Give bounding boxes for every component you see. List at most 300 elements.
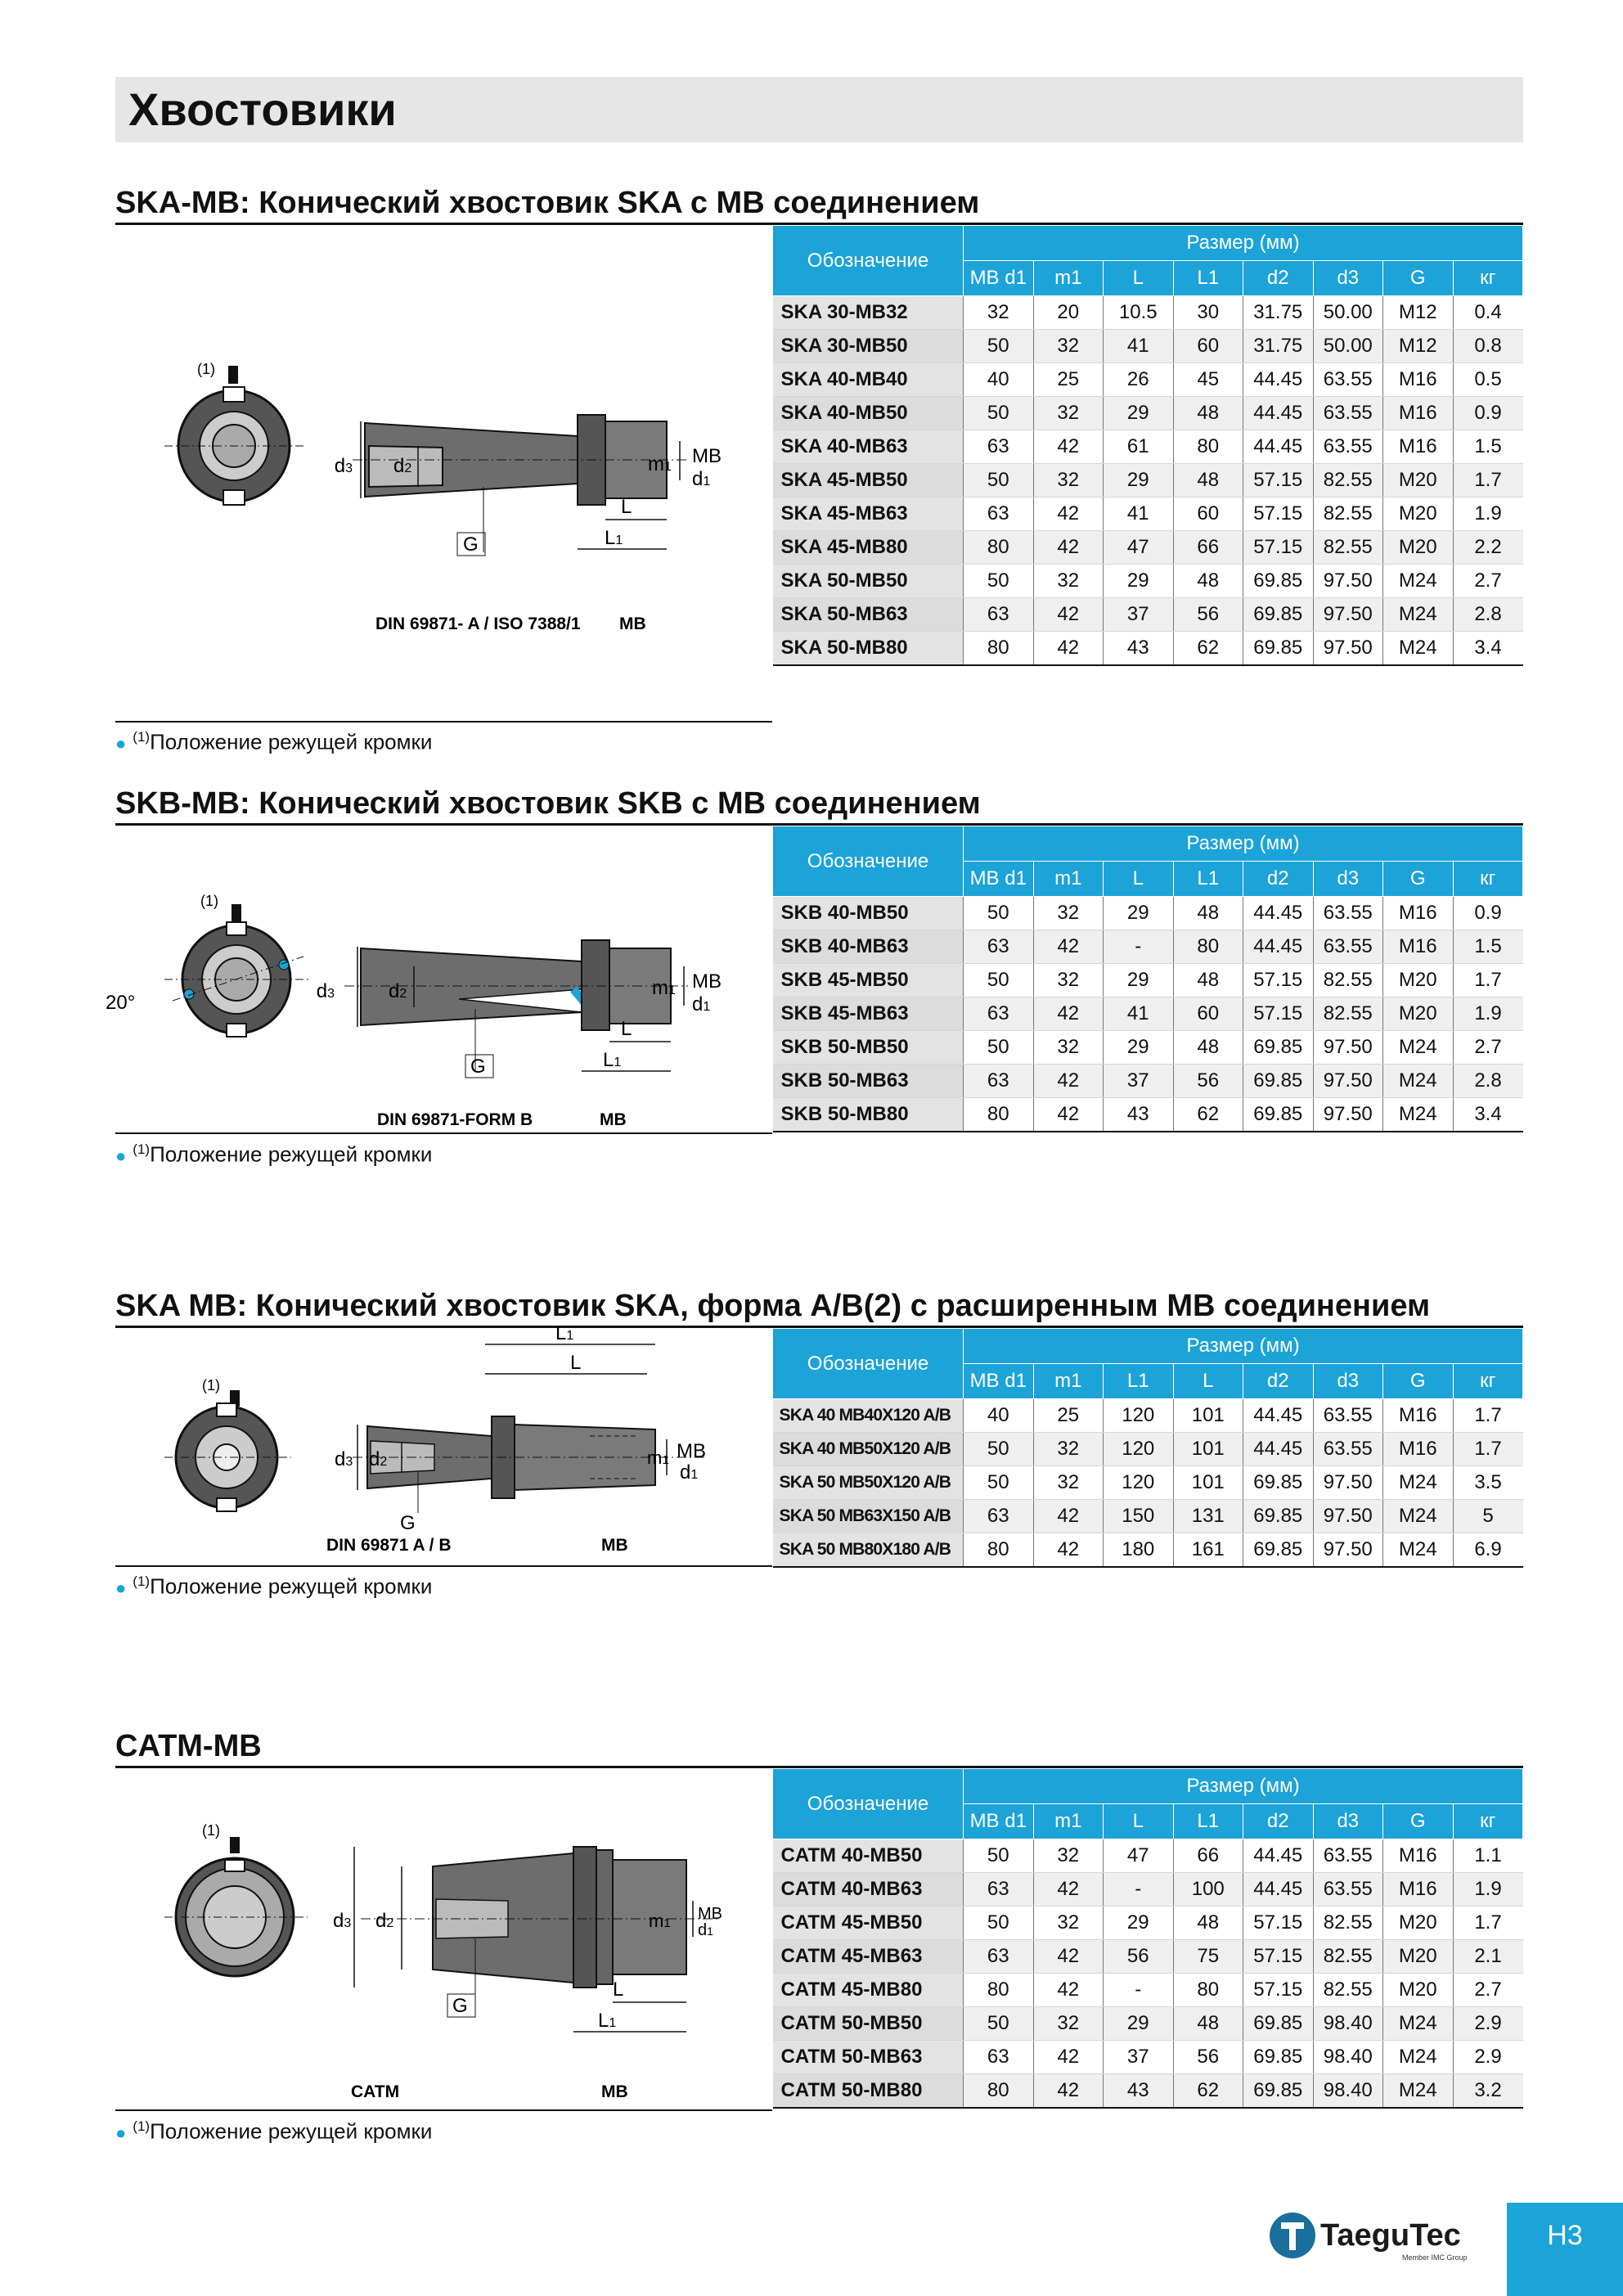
value-cell: 50 [964, 1466, 1034, 1500]
section-ska-mb [115, 185, 1523, 754]
brand-name: TaeguTec [1320, 2218, 1461, 2253]
drawing-connection-label: MB [601, 2082, 628, 2101]
col-header: MB d1 [964, 1804, 1034, 1839]
value-cell: 120 [1104, 1466, 1174, 1500]
footnote-text: Положение режущей кромки [150, 1573, 433, 1599]
value-cell: 48 [1173, 565, 1243, 598]
value-cell: M12 [1383, 296, 1454, 330]
table-row [773, 2074, 1523, 2109]
value-cell: 31.75 [1243, 330, 1314, 363]
value-cell: M20 [1383, 1907, 1454, 1940]
value-cell: M24 [1383, 2007, 1454, 2041]
value-cell: 80 [1173, 930, 1243, 964]
value-cell: 32 [1033, 464, 1104, 497]
value-cell: 63 [964, 1873, 1034, 1907]
svg-text:MB: MB [677, 1440, 706, 1462]
svg-text:G: G [400, 1512, 416, 1534]
size-header: Размер (мм) [964, 826, 1523, 862]
value-cell: 37 [1104, 1065, 1174, 1098]
value-cell: 48 [1173, 464, 1243, 497]
value-cell: 63.55 [1313, 1433, 1383, 1466]
value-cell: 97.50 [1313, 632, 1383, 666]
table-row [773, 531, 1523, 565]
value-cell: 32 [1033, 1839, 1104, 1873]
designation-cell: SKA 45-MB80 [773, 531, 964, 565]
value-cell: 63 [964, 997, 1034, 1031]
value-cell: 50 [964, 1839, 1034, 1873]
value-cell: M20 [1383, 997, 1454, 1031]
value-cell: 63 [964, 2041, 1034, 2074]
value-cell: 1.5 [1453, 930, 1523, 964]
value-cell: 32 [1033, 1433, 1104, 1466]
value-cell: 57.15 [1243, 464, 1314, 497]
value-cell: 29 [1104, 1907, 1174, 1940]
drawing-connection-label: MB [619, 615, 646, 633]
value-cell: 60 [1173, 997, 1243, 1031]
col-header: L [1173, 1364, 1243, 1399]
value-cell: 25 [1033, 1399, 1104, 1433]
value-cell: 42 [1033, 1098, 1104, 1132]
svg-text:m1: m1 [652, 977, 676, 999]
value-cell: 50 [964, 964, 1034, 997]
designation-cell: CATM 40-MB63 [773, 1873, 964, 1907]
value-cell: 66 [1173, 1839, 1243, 1873]
value-cell: 44.45 [1243, 897, 1314, 930]
value-cell: 69.85 [1243, 1065, 1314, 1098]
value-cell: 32 [1033, 330, 1104, 363]
svg-text:d3: d3 [333, 1910, 352, 1932]
designation-cell: CATM 50-MB50 [773, 2007, 964, 2041]
section-title: SKA-MB: Конический хвостовик SKA с MB соединением [115, 185, 1523, 225]
footnote-text: Положение режущей кромки [150, 1141, 433, 1167]
section-rule [115, 2109, 772, 2111]
value-cell: 2.2 [1453, 531, 1523, 565]
value-cell: 80 [1173, 1974, 1243, 2007]
col-header: m1 [1033, 261, 1104, 296]
value-cell: 62 [1173, 1098, 1243, 1132]
value-cell: 48 [1173, 897, 1243, 930]
value-cell: 3.4 [1453, 632, 1523, 666]
value-cell: 50 [964, 330, 1034, 363]
value-cell: 150 [1104, 1500, 1174, 1533]
svg-text:L: L [613, 1979, 624, 2001]
value-cell: 47 [1104, 1839, 1174, 1873]
value-cell: 41 [1104, 997, 1174, 1031]
value-cell: 50 [964, 464, 1034, 497]
value-cell: M24 [1383, 565, 1454, 598]
designation-cell: SKB 40-MB50 [773, 897, 964, 930]
value-cell: 120 [1104, 1399, 1174, 1433]
designation-header: Обозначение [773, 226, 964, 296]
value-cell: 56 [1173, 598, 1243, 632]
designation-cell: SKA 50 MB50X120 A/B [773, 1466, 964, 1500]
col-header: кг [1453, 1364, 1523, 1399]
table-row [773, 930, 1523, 964]
col-header: L [1104, 1804, 1174, 1839]
bullet-icon: ● [115, 1577, 127, 1598]
value-cell: 97.50 [1313, 1098, 1383, 1132]
footnote [115, 729, 432, 755]
value-cell: 161 [1173, 1533, 1243, 1568]
value-cell: 82.55 [1313, 997, 1383, 1031]
value-cell: 69.85 [1243, 2007, 1314, 2041]
technical-drawing [115, 1768, 770, 2112]
value-cell: 43 [1104, 632, 1174, 666]
value-cell: 82.55 [1313, 964, 1383, 997]
table-row [773, 1940, 1523, 1974]
value-cell: 3.4 [1453, 1098, 1523, 1132]
value-cell: 63.55 [1313, 1399, 1383, 1433]
col-header: L1 [1104, 1364, 1174, 1399]
value-cell: 180 [1104, 1533, 1174, 1568]
footnote-sup: (1) [133, 1141, 151, 1157]
col-header: MB d1 [964, 862, 1034, 897]
brand-logo [1266, 2211, 1479, 2263]
value-cell: 10.5 [1104, 296, 1174, 330]
value-cell: 43 [1104, 2074, 1174, 2109]
value-cell: 80 [964, 1533, 1034, 1568]
table-body [773, 897, 1523, 1132]
value-cell: 40 [964, 1399, 1034, 1433]
designation-cell: SKB 50-MB50 [773, 1031, 964, 1065]
svg-text:L1: L1 [598, 2010, 617, 2032]
value-cell: 1.9 [1453, 997, 1523, 1031]
value-cell: 69.85 [1243, 2074, 1314, 2109]
table-body [773, 1399, 1523, 1568]
value-cell: 44.45 [1243, 397, 1314, 430]
value-cell: 2.7 [1453, 565, 1523, 598]
value-cell: 32 [964, 296, 1034, 330]
value-cell: 1.7 [1453, 1433, 1523, 1466]
value-cell: 101 [1173, 1399, 1243, 1433]
section-skb-mb [106, 786, 1523, 1167]
value-cell: 80 [964, 2074, 1034, 2109]
value-cell: M20 [1383, 531, 1454, 565]
technical-drawing [115, 225, 770, 634]
value-cell: 40 [964, 363, 1034, 397]
value-cell: 0.5 [1453, 363, 1523, 397]
value-cell: 42 [1033, 1500, 1104, 1533]
value-cell: 69.85 [1243, 2041, 1314, 2074]
value-cell: 29 [1104, 2007, 1174, 2041]
value-cell: 57.15 [1243, 497, 1314, 531]
value-cell: 80 [964, 1098, 1034, 1132]
value-cell: 2.1 [1453, 1940, 1523, 1974]
value-cell: 101 [1173, 1433, 1243, 1466]
drawing-standard-label: DIN 69871-FORM B [377, 1110, 533, 1129]
table-row [773, 1974, 1523, 2007]
value-cell: 97.50 [1313, 1466, 1383, 1500]
value-cell: 131 [1173, 1500, 1243, 1533]
value-cell: 75 [1173, 1940, 1243, 1974]
value-cell: 42 [1033, 497, 1104, 531]
value-cell: 63 [964, 598, 1034, 632]
value-cell: 66 [1173, 531, 1243, 565]
value-cell: 82.55 [1313, 1940, 1383, 1974]
svg-text:d2: d2 [393, 455, 412, 477]
value-cell: M16 [1383, 430, 1454, 464]
value-cell: M16 [1383, 363, 1454, 397]
value-cell: 82.55 [1313, 531, 1383, 565]
svg-text:L1: L1 [555, 1322, 574, 1344]
designation-header: Обозначение [773, 1329, 964, 1399]
value-cell: 32 [1033, 1907, 1104, 1940]
value-cell: 29 [1104, 397, 1174, 430]
svg-text:d2: d2 [375, 1910, 394, 1932]
col-header: m1 [1033, 1804, 1104, 1839]
designation-cell: SKA 40-MB63 [773, 430, 964, 464]
value-cell: 2.8 [1453, 598, 1523, 632]
value-cell: M16 [1383, 397, 1454, 430]
value-cell: M16 [1383, 1399, 1454, 1433]
footnote-sup: (1) [133, 1573, 151, 1589]
value-cell: 29 [1104, 1031, 1174, 1065]
value-cell: 56 [1173, 2041, 1243, 2074]
svg-text:G: G [463, 533, 479, 556]
footnote-ref-label: (1) [197, 361, 215, 377]
value-cell: 63.55 [1313, 1873, 1383, 1907]
designation-cell: CATM 50-MB63 [773, 2041, 964, 2074]
value-cell: 1.7 [1453, 1399, 1523, 1433]
designation-cell: SKB 50-MB63 [773, 1065, 964, 1098]
value-cell: 48 [1173, 2007, 1243, 2041]
value-cell: 1.7 [1453, 964, 1523, 997]
value-cell: 69.85 [1243, 1466, 1314, 1500]
value-cell: 42 [1033, 1974, 1104, 2007]
value-cell: M20 [1383, 497, 1454, 531]
designation-cell: SKB 50-MB80 [773, 1098, 964, 1132]
value-cell: 60 [1173, 330, 1243, 363]
designation-cell: SKA 50 MB63X150 A/B [773, 1500, 964, 1533]
bullet-icon: ● [115, 2122, 127, 2143]
table-row [773, 964, 1523, 997]
value-cell: 42 [1033, 1940, 1104, 1974]
table-row [773, 2041, 1523, 2074]
col-header: d3 [1313, 1364, 1383, 1399]
value-cell: 63 [964, 1500, 1034, 1533]
value-cell: 32 [1033, 565, 1104, 598]
table-row [773, 598, 1523, 632]
value-cell: 42 [1033, 2074, 1104, 2109]
col-header: d3 [1313, 261, 1383, 296]
col-header: кг [1453, 1804, 1523, 1839]
value-cell: 50.00 [1313, 296, 1383, 330]
footnote-sup: (1) [133, 729, 151, 745]
col-header: L [1104, 862, 1174, 897]
value-cell: 29 [1104, 464, 1174, 497]
value-cell: 63.55 [1313, 897, 1383, 930]
value-cell: 41 [1104, 497, 1174, 531]
value-cell: 3.5 [1453, 1466, 1523, 1500]
col-header: G [1383, 261, 1454, 296]
section-title: SKA MB: Конический хвостовик SKA, форма A/B(2) с расширенным MB соединением [115, 1288, 1523, 1328]
value-cell: 69.85 [1243, 1098, 1314, 1132]
designation-cell: SKA 50 MB80X180 A/B [773, 1533, 964, 1568]
svg-text:L1: L1 [603, 1049, 622, 1071]
value-cell: 2.7 [1453, 1031, 1523, 1065]
value-cell: 50 [964, 397, 1034, 430]
designation-cell: SKA 50-MB63 [773, 598, 964, 632]
value-cell: 42 [1033, 2041, 1104, 2074]
svg-text:MB: MB [692, 445, 722, 467]
value-cell: 2.9 [1453, 2007, 1523, 2041]
designation-cell: SKA 50-MB80 [773, 632, 964, 666]
value-cell: 1.7 [1453, 464, 1523, 497]
value-cell: 50 [964, 1433, 1034, 1466]
value-cell: 80 [1173, 430, 1243, 464]
table-body [773, 1839, 1523, 2109]
col-header: MB d1 [964, 261, 1034, 296]
value-cell: 32 [1033, 2007, 1104, 2041]
value-cell: 97.50 [1313, 1031, 1383, 1065]
value-cell: 80 [964, 1974, 1034, 2007]
value-cell: 50.00 [1313, 330, 1383, 363]
designation-cell: SKB 45-MB63 [773, 997, 964, 1031]
value-cell: M20 [1383, 1940, 1454, 1974]
value-cell: 2.9 [1453, 2041, 1523, 2074]
value-cell: 69.85 [1243, 1031, 1314, 1065]
drawing-connection-label: MB [600, 1110, 627, 1129]
page-title: Хвостовики [115, 77, 1523, 142]
value-cell: M24 [1383, 2041, 1454, 2074]
table-row [773, 464, 1523, 497]
value-cell: 97.50 [1313, 1065, 1383, 1098]
col-header: L [1104, 261, 1174, 296]
value-cell: 57.15 [1243, 531, 1314, 565]
value-cell: 63.55 [1313, 1839, 1383, 1873]
value-cell: 50 [964, 1907, 1034, 1940]
col-header: d2 [1243, 1364, 1314, 1399]
value-cell: 0.9 [1453, 397, 1523, 430]
value-cell: 0.4 [1453, 296, 1523, 330]
designation-cell: CATM 45-MB50 [773, 1907, 964, 1940]
designation-cell: CATM 45-MB80 [773, 1974, 964, 2007]
value-cell: 98.40 [1313, 2074, 1383, 2109]
section-catm-mb [115, 1728, 1523, 2144]
svg-text:m1: m1 [648, 453, 672, 475]
footnote-ref-label: (1) [200, 893, 218, 909]
value-cell: 60 [1173, 497, 1243, 531]
value-cell: 42 [1033, 1873, 1104, 1907]
value-cell: M16 [1383, 1873, 1454, 1907]
value-cell: 57.15 [1243, 997, 1314, 1031]
value-cell: 44.45 [1243, 930, 1314, 964]
table-row [773, 1839, 1523, 1873]
col-header: m1 [1033, 862, 1104, 897]
value-cell: 42 [1033, 598, 1104, 632]
value-cell: 82.55 [1313, 1907, 1383, 1940]
value-cell: 44.45 [1243, 1839, 1314, 1873]
value-cell: M20 [1383, 464, 1454, 497]
value-cell: M24 [1383, 1031, 1454, 1065]
value-cell: 69.85 [1243, 632, 1314, 666]
value-cell: 25 [1033, 363, 1104, 397]
value-cell: 48 [1173, 1031, 1243, 1065]
table-row [773, 296, 1523, 330]
value-cell: 44.45 [1243, 430, 1314, 464]
size-header: Размер (мм) [964, 1769, 1523, 1804]
value-cell: 44.45 [1243, 1433, 1314, 1466]
value-cell: 50 [964, 897, 1034, 930]
value-cell: 57.15 [1243, 964, 1314, 997]
svg-text:d2: d2 [389, 980, 407, 1002]
value-cell: 69.85 [1243, 565, 1314, 598]
col-header: d3 [1313, 1804, 1383, 1839]
value-cell: 80 [964, 632, 1034, 666]
value-cell: 42 [1033, 1065, 1104, 1098]
value-cell: 1.9 [1453, 497, 1523, 531]
value-cell: 37 [1104, 598, 1174, 632]
value-cell: 42 [1033, 531, 1104, 565]
value-cell: M20 [1383, 964, 1454, 997]
value-cell: 1.7 [1453, 1907, 1523, 1940]
designation-header: Обозначение [773, 826, 964, 897]
value-cell: 0.8 [1453, 330, 1523, 363]
designation-cell: SKA 50-MB50 [773, 565, 964, 598]
designation-cell: SKA 40 MB40X120 A/B [773, 1399, 964, 1433]
svg-text:d1: d1 [698, 1921, 713, 1939]
value-cell: M24 [1383, 1466, 1454, 1500]
value-cell: M16 [1383, 1433, 1454, 1466]
spec-table [772, 1768, 1523, 2109]
value-cell: M20 [1383, 1974, 1454, 2007]
section-rule [115, 1132, 772, 1134]
col-header: G [1383, 862, 1454, 897]
value-cell: 63 [964, 497, 1034, 531]
drawing-standard-label: DIN 69871- A / ISO 7388/1 [375, 615, 581, 633]
value-cell: 26 [1104, 363, 1174, 397]
value-cell: M12 [1383, 330, 1454, 363]
value-cell: 42 [1033, 632, 1104, 666]
value-cell: 3.2 [1453, 2074, 1523, 2109]
svg-text:G: G [470, 1056, 486, 1078]
value-cell: 120 [1104, 1433, 1174, 1466]
value-cell: 48 [1173, 1907, 1243, 1940]
brand-tagline: Member IMC Group [1402, 2253, 1468, 2262]
designation-cell: SKA 40-MB40 [773, 363, 964, 397]
footnote-text: Положение режущей кромки [150, 2118, 433, 2144]
section-ska-mb-extended [115, 1288, 1523, 1599]
spec-table [772, 1328, 1523, 1568]
svg-text:d1: d1 [692, 468, 711, 490]
value-cell: M16 [1383, 897, 1454, 930]
value-cell: 42 [1033, 430, 1104, 464]
value-cell: 20 [1033, 296, 1104, 330]
drawing-standard-label: DIN 69871 A / B [326, 1536, 452, 1555]
col-header: d2 [1243, 1804, 1314, 1839]
svg-text:m1: m1 [649, 1911, 671, 1931]
value-cell: M16 [1383, 930, 1454, 964]
page-number-tab: H3 [1507, 2203, 1623, 2296]
value-cell: M16 [1383, 1839, 1454, 1873]
value-cell: 44.45 [1243, 1399, 1314, 1433]
designation-cell: SKA 30-MB50 [773, 330, 964, 363]
value-cell: 62 [1173, 632, 1243, 666]
col-header: d2 [1243, 862, 1314, 897]
value-cell: 43 [1104, 1098, 1174, 1132]
value-cell: 32 [1033, 1466, 1104, 1500]
value-cell: 32 [1033, 1031, 1104, 1065]
table-row [773, 497, 1523, 531]
drawing-standard-label: CATM [351, 2082, 400, 2101]
size-header: Размер (мм) [964, 226, 1523, 261]
value-cell: 47 [1104, 531, 1174, 565]
svg-text:d3: d3 [316, 980, 335, 1002]
value-cell: 32 [1033, 897, 1104, 930]
value-cell: 63.55 [1313, 397, 1383, 430]
value-cell: 1.1 [1453, 1839, 1523, 1873]
table-row [773, 1533, 1523, 1568]
